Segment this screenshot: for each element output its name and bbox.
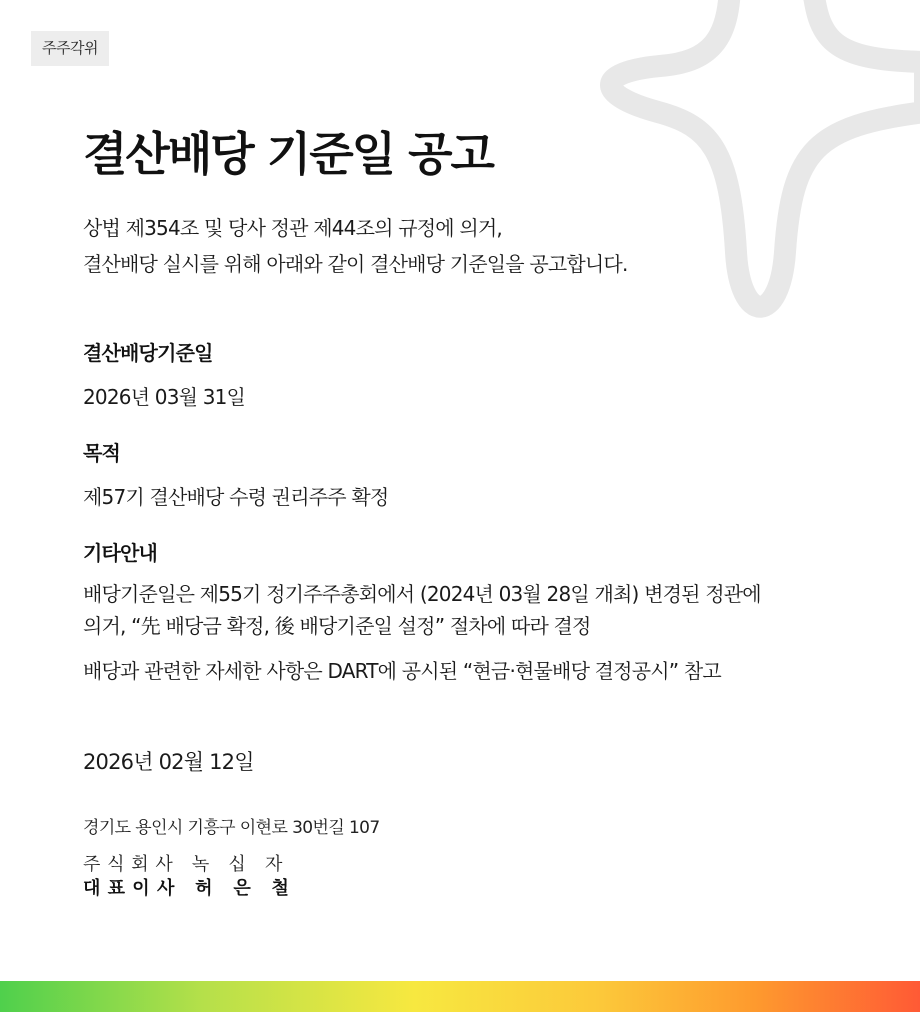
other-info-line: 배당기준일은 제55기 정기주주총회에서 (2024년 03월 28일 개최) 변경된 정관에 [83, 582, 761, 606]
audience-tag: 주주각위 [31, 31, 109, 66]
company-name: 주 식 회 사 녹 십 자 [83, 854, 283, 875]
ceo-name: 대 표 이 사 허 은 철 [83, 878, 290, 899]
company-address: 경기도 용인시 기흥구 이현로 30번길 107 [83, 818, 380, 838]
record-date-label: 결산배당기준일 [83, 341, 213, 365]
page-title: 결산배당 기준일 공고 [83, 127, 493, 181]
other-info-line: 배당과 관련한 자세한 사항은 DART에 공시된 “현금·현물배당 결정공시” 참고 [83, 659, 721, 683]
other-info-paragraph [83, 655, 883, 687]
other-info-line: 의거, “先 배당금 확정, 後 배당기준일 설정” 절차에 따라 결정 [83, 614, 591, 638]
other-info-paragraph [83, 578, 883, 642]
purpose-label: 목적 [83, 441, 121, 465]
intro-line: 결산배당 실시를 위해 아래와 같이 결산배당 기준일을 공고합니다. [83, 252, 628, 276]
purpose-value: 제57기 결산배당 수령 권리주주 확정 [83, 485, 389, 509]
gradient-footer-bar [0, 981, 920, 1012]
other-info-label: 기타안내 [83, 541, 158, 565]
cross-star-decoration [580, 0, 920, 330]
notice-date: 2026년 02월 12일 [83, 750, 254, 774]
intro-line: 상법 제354조 및 당사 정관 제44조의 규정에 의거, [83, 216, 502, 240]
intro-text [83, 210, 628, 282]
record-date-value: 2026년 03월 31일 [83, 385, 246, 409]
